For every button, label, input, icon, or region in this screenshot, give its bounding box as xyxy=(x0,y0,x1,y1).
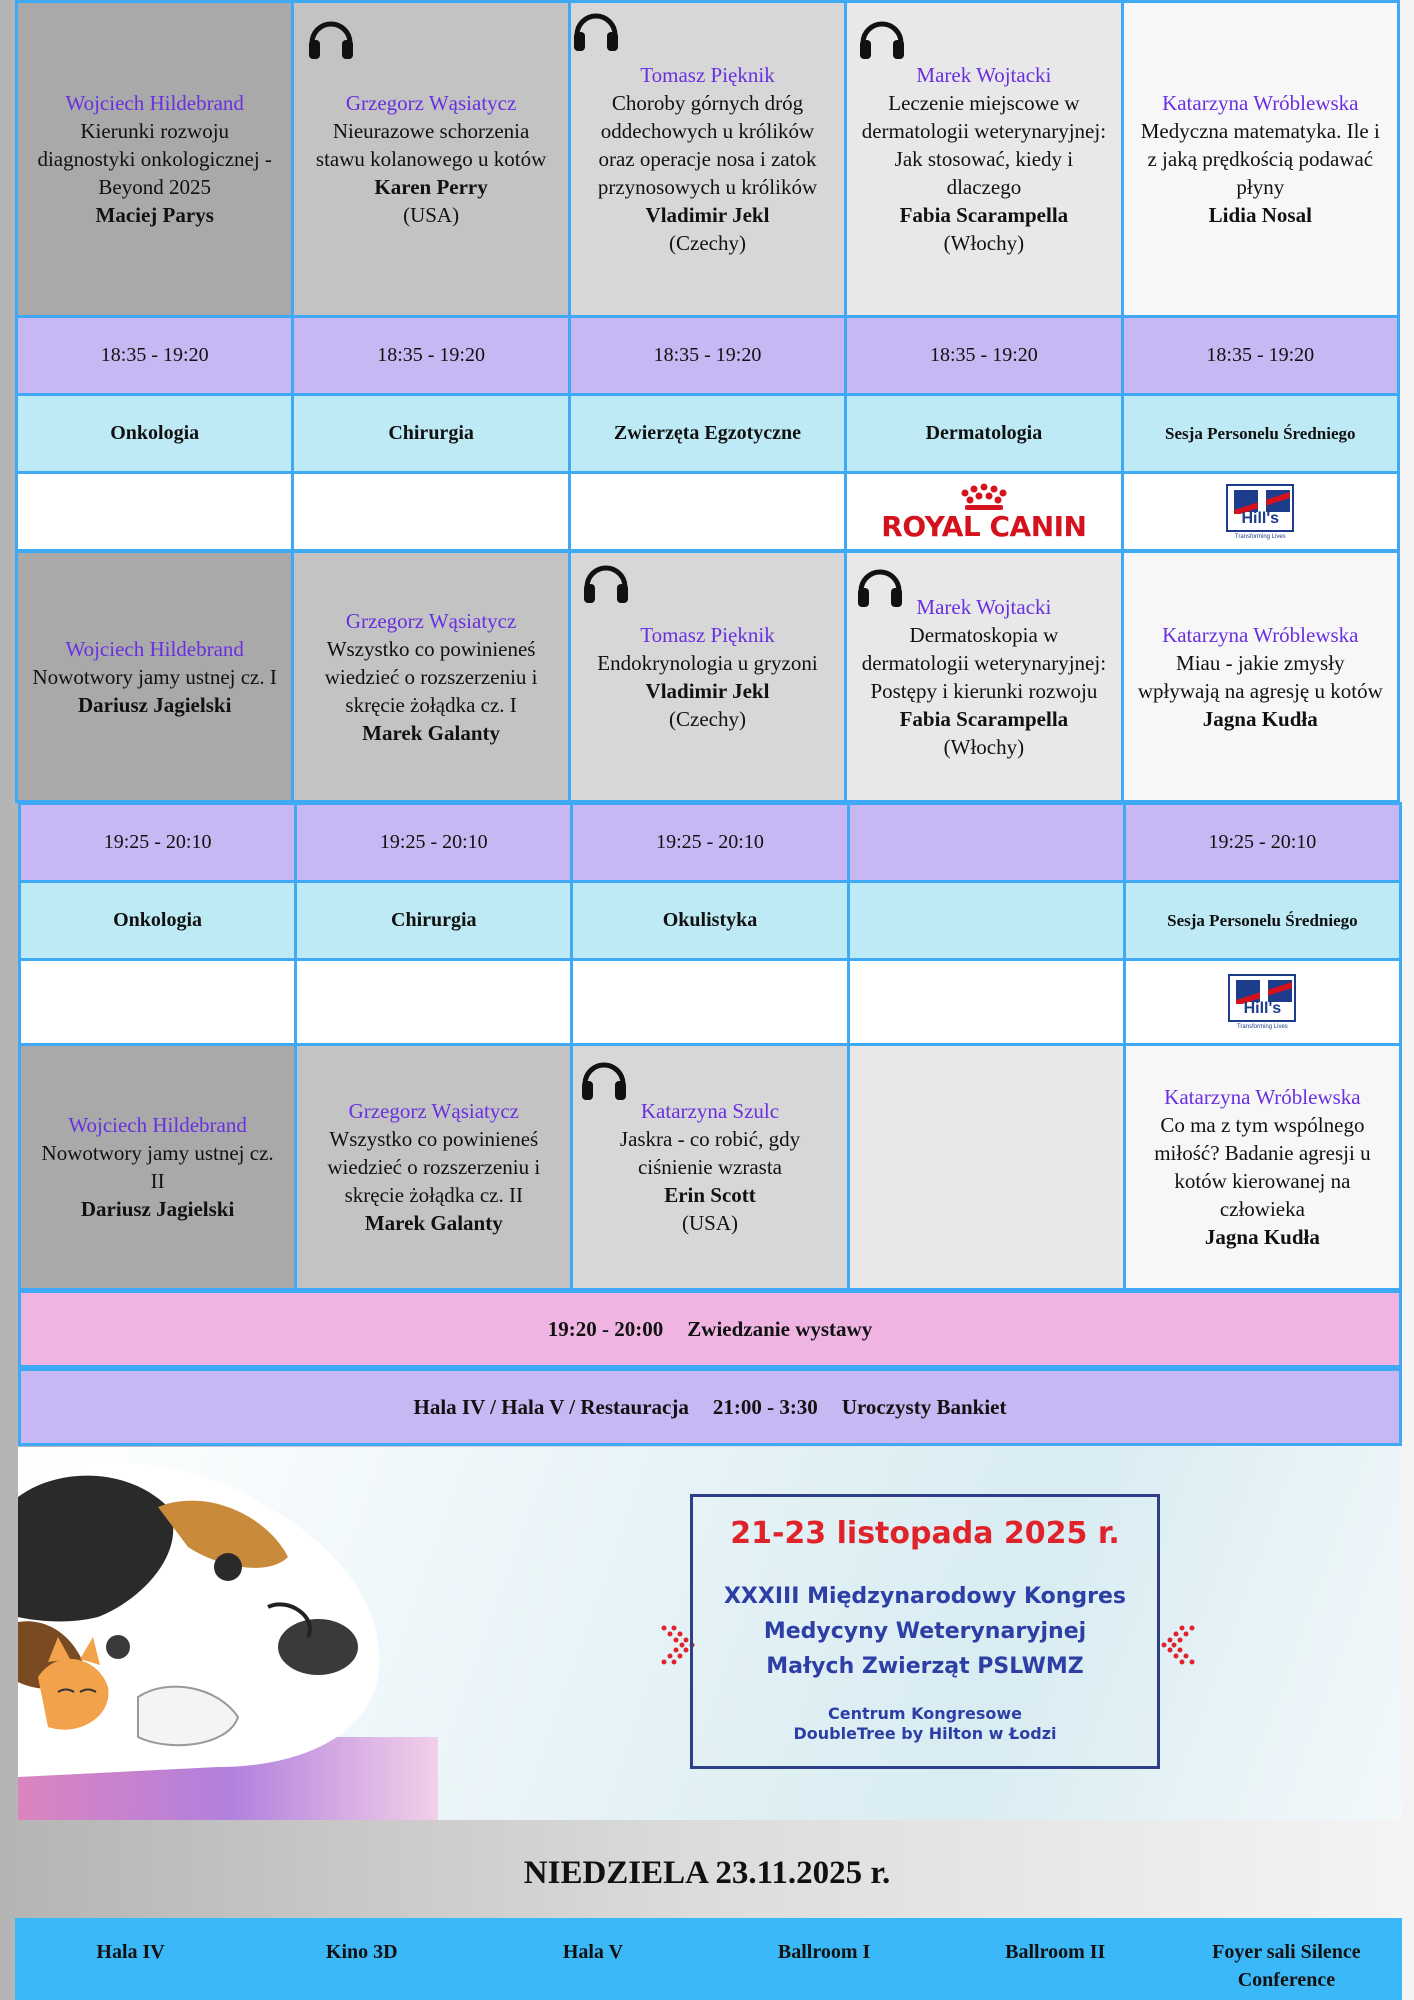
talk-title: Dermatoskopia w dermatologii weterynaryjnej: Postępy i kierunki rozwoju xyxy=(861,622,1107,703)
talk-cell xyxy=(18,553,294,803)
talk-cell xyxy=(294,3,570,318)
sponsor-cell xyxy=(1124,474,1400,552)
venue-line: DoubleTree by Hilton w Łodzi xyxy=(793,1724,1057,1743)
sponsor-cell xyxy=(571,474,847,552)
speaker-name: Dariusz Jagielski xyxy=(77,692,232,717)
time-slot: 18:35 - 19:20 xyxy=(571,318,847,396)
congress-title-line: Małych Zwierząt PSLWMZ xyxy=(766,1654,1084,1679)
talk-title: Miau - jakie zmysły wpływają na agresję u kotów xyxy=(1137,650,1383,703)
time-slot: 18:35 - 19:20 xyxy=(847,318,1123,396)
chevron-left-icon xyxy=(1158,1622,1198,1668)
speaker-name: Jagna Kudła xyxy=(1204,1225,1320,1249)
time-slot: 18:35 - 19:20 xyxy=(18,318,294,396)
headphones-icon xyxy=(306,13,356,63)
congress-venue xyxy=(693,1704,1157,1744)
banquet-label: Uroczysty Bankiet xyxy=(841,1394,1007,1419)
talk-title: Nowotwory jamy ustnej cz. II xyxy=(41,1141,274,1193)
track-name: Zwierzęta Egzotyczne xyxy=(571,396,847,474)
sponsor-cell xyxy=(294,474,570,552)
sponsor-cell xyxy=(573,961,849,1046)
schedule-block-1 xyxy=(15,0,1400,552)
speaker-name: Fabia Scarampella xyxy=(899,203,1069,227)
track-name: Chirurgia xyxy=(294,396,570,474)
moderator-name: Grzegorz Wąsiatycz xyxy=(348,1099,519,1123)
headphones-icon xyxy=(857,13,907,63)
hall-name: Ballroom I xyxy=(777,1941,871,1963)
talk-cell xyxy=(21,1046,297,1291)
talk-title: Medyczna matematyka. Ile i z jaką prędkością podawać płyny xyxy=(1140,119,1380,199)
talk-title: Jaskra - co robić, gdy ciśnienie wzrasta xyxy=(619,1127,801,1179)
track-name: Sesja Personelu Średniego xyxy=(1124,396,1400,474)
royal-canin-logo xyxy=(881,482,1086,542)
talk-cell xyxy=(294,553,570,803)
talk-cell xyxy=(1126,1046,1402,1291)
talk-title: Endokrynologia u gryzoni xyxy=(597,650,818,675)
headphones-icon xyxy=(571,5,621,55)
sponsor-cell xyxy=(1126,961,1402,1046)
track-name: Okulistyka xyxy=(573,883,849,961)
headphones-icon xyxy=(581,557,631,607)
talk-title: Choroby górnych dróg oddechowych u królików oraz operacje nosa i zatok przynosowych u królików xyxy=(597,91,818,199)
hills-logo xyxy=(1228,974,1296,1030)
moderator-name: Grzegorz Wąsiatycz xyxy=(345,91,517,115)
talk-title: Wszystko co powinieneś wiedzieć o rozszerzeniu i skręcie żołądka cz. II xyxy=(327,1127,541,1207)
moderator-name: Katarzyna Wróblewska xyxy=(1164,1085,1361,1109)
time-slot: 18:35 - 19:20 xyxy=(1124,318,1400,396)
congress-banner xyxy=(18,1447,1402,1820)
moderator-name: Wojciech Hildebrand xyxy=(68,1113,247,1137)
talk-title: Kierunki rozwoju diagnostyki onkologicznej - Beyond 2025 xyxy=(37,119,272,199)
moderator-name: Tomasz Pięknik xyxy=(640,622,775,647)
moderator-name: Tomasz Pięknik xyxy=(640,63,775,87)
moderator-name: Katarzyna Wróblewska xyxy=(1162,622,1359,647)
sponsor-cell xyxy=(18,474,294,552)
talk-cell xyxy=(1124,3,1400,318)
time-slot: 19:25 - 20:10 xyxy=(1126,805,1402,883)
venue-line: Centrum Kongresowe xyxy=(828,1704,1022,1723)
halls-header xyxy=(15,1918,1402,2000)
talk-cell xyxy=(571,3,847,318)
headphones-icon xyxy=(579,1054,629,1104)
track-name: Chirurgia xyxy=(297,883,573,961)
hills-logo xyxy=(1226,484,1294,540)
speaker-country: (USA) xyxy=(681,1211,738,1235)
time-slot: 19:25 - 20:10 xyxy=(21,805,297,883)
talk-title: Nowotwory jamy ustnej cz. I xyxy=(32,664,277,689)
moderator-name: Wojciech Hildebrand xyxy=(65,91,244,115)
speaker-name: Maciej Parys xyxy=(95,203,214,227)
speaker-name: Dariusz Jagielski xyxy=(80,1197,235,1221)
exhibition-time: 19:20 - 20:00 xyxy=(547,1316,664,1341)
time-slot: 19:25 - 20:10 xyxy=(573,805,849,883)
banquet-place: Hala IV / Hala V / Restauracja xyxy=(413,1394,689,1419)
congress-date: 21-23 listopada 2025 r. xyxy=(730,1516,1120,1551)
crown-icon xyxy=(949,482,1019,512)
talk-cell xyxy=(297,1046,573,1291)
speaker-name: Jagna Kudła xyxy=(1202,706,1318,731)
sponsor-name: Hill's xyxy=(1243,1000,1282,1017)
talk-cell xyxy=(847,3,1123,318)
speaker-name: Marek Galanty xyxy=(362,720,501,745)
time-slot: 19:25 - 20:10 xyxy=(297,805,573,883)
exhibition-label: Zwiedzanie wystawy xyxy=(687,1316,873,1341)
banquet-time: 21:00 - 3:30 xyxy=(712,1394,818,1419)
speaker-name: Vladimir Jekl xyxy=(645,203,770,227)
talk-title: Co ma z tym wspólnego miłość? Badanie agresji u kotów kierowanej na człowieka xyxy=(1154,1113,1371,1221)
track-name: Onkologia xyxy=(21,883,297,961)
speaker-name: Vladimir Jekl xyxy=(645,678,770,703)
speaker-name: Marek Galanty xyxy=(364,1211,503,1235)
talk-cell xyxy=(1124,553,1400,803)
congress-title xyxy=(693,1579,1157,1684)
sponsor-cell xyxy=(847,474,1123,552)
speaker-name: Fabia Scarampella xyxy=(899,706,1069,731)
speaker-name: Erin Scott xyxy=(664,1183,756,1207)
hall-name: Foyer sali Silence Conference xyxy=(1212,1941,1361,1991)
dog-and-cat-illustration xyxy=(18,1447,438,1820)
banquet-band xyxy=(18,1368,1402,1446)
moderator-name: Marek Wojtacki xyxy=(916,63,1052,87)
speaker-name: Lidia Nosal xyxy=(1208,203,1312,227)
hall-name: Kino 3D xyxy=(325,1941,398,1963)
talk-title: Leczenie miejscowe w dermatologii weterynaryjnej: Jak stosować, kiedy i dlaczego xyxy=(861,91,1107,199)
moderator-name: Grzegorz Wąsiatycz xyxy=(345,608,517,633)
headphones-icon xyxy=(855,561,905,611)
sponsor-tagline: Transforming Lives xyxy=(1236,1024,1288,1030)
talk-cell xyxy=(847,553,1123,803)
talk-title: Wszystko co powinieneś wiedzieć o rozszerzeniu i skręcie żołądka cz. I xyxy=(324,636,538,717)
hall-name: Ballroom II xyxy=(1005,1941,1106,1963)
moderator-name: Marek Wojtacki xyxy=(916,594,1052,619)
speaker-country: (Czechy) xyxy=(669,706,746,731)
time-slot: 18:35 - 19:20 xyxy=(294,318,570,396)
congress-title-line: XXXIII Międzynarodowy Kongres xyxy=(723,1584,1127,1609)
talk-cell xyxy=(18,3,294,318)
speaker-country: (USA) xyxy=(403,203,460,227)
sponsor-tagline: Transforming Lives xyxy=(1234,533,1286,540)
schedule-block-2 xyxy=(15,550,1400,803)
talk-cell xyxy=(573,1046,849,1291)
sponsor-name: ROYAL CANIN xyxy=(881,509,1087,543)
congress-title-line: Medycyny Weterynaryjnej xyxy=(763,1619,1087,1644)
moderator-name: Wojciech Hildebrand xyxy=(65,636,244,661)
track-name xyxy=(850,883,1126,961)
congress-info-box xyxy=(690,1494,1160,1769)
talk-cell xyxy=(571,553,847,803)
talk-title: Nieurazowe schorzenia stawu kolanowego u kotów xyxy=(315,119,547,171)
hall-name: Hala IV xyxy=(96,1941,165,1963)
speaker-name: Karen Perry xyxy=(374,175,488,199)
talk-cell-empty xyxy=(850,1046,1126,1291)
track-name: Dermatologia xyxy=(847,396,1123,474)
schedule-block-3 xyxy=(18,802,1402,1291)
sponsor-cell xyxy=(297,961,573,1046)
exhibition-band xyxy=(18,1290,1402,1368)
sponsor-cell xyxy=(21,961,297,1046)
speaker-country: (Włochy) xyxy=(943,231,1025,255)
track-name: Sesja Personelu Średniego xyxy=(1126,883,1402,961)
track-name: Onkologia xyxy=(18,396,294,474)
sponsor-cell xyxy=(850,961,1126,1046)
sponsor-name: Hill's xyxy=(1241,509,1280,527)
hall-name: Hala V xyxy=(562,1941,624,1963)
moderator-name: Katarzyna Szulc xyxy=(640,1099,780,1123)
speaker-country: (Włochy) xyxy=(943,734,1025,759)
speaker-country: (Czechy) xyxy=(669,231,746,255)
sunday-heading: NIEDZIELA 23.11.2025 r. xyxy=(523,1855,891,1891)
moderator-name: Katarzyna Wróblewska xyxy=(1162,91,1359,115)
time-slot xyxy=(850,805,1126,883)
